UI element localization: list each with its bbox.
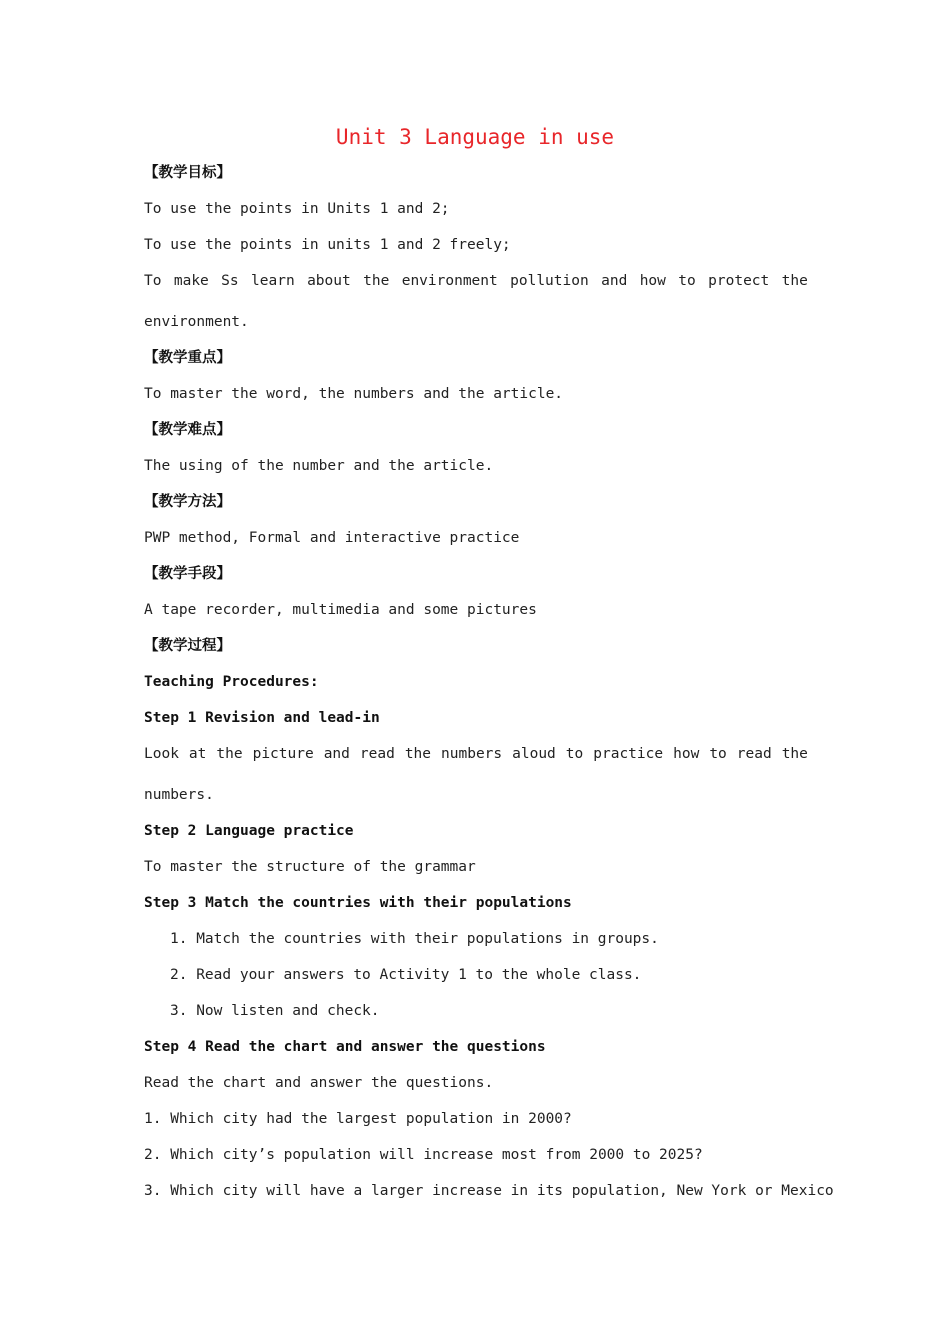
list-item: 2. Read your answers to Activity 1 to the whole class.	[170, 967, 642, 983]
word: To	[144, 273, 162, 289]
objective-3-continued: environment.	[144, 314, 249, 330]
step-1-text-continued: numbers.	[144, 787, 214, 803]
list-item: 1. Match the countries with their populations in groups.	[170, 931, 659, 947]
methods-heading: 【教学方法】	[144, 494, 231, 510]
key-points-text: To master the word, the numbers and the article.	[144, 386, 564, 402]
word: the	[781, 746, 808, 762]
word: environment	[401, 273, 498, 289]
difficulties-heading: 【教学难点】	[144, 422, 231, 438]
question-1: 1. Which city had the largest population in 2000?	[144, 1111, 572, 1127]
word: picture	[252, 746, 314, 762]
question-3: 3. Which city will have a larger increase in its population, New York or Mexico	[144, 1183, 834, 1199]
word: pollution	[510, 273, 589, 289]
word: to	[565, 746, 584, 762]
word: protect	[708, 273, 770, 289]
key-points-heading: 【教学重点】	[144, 350, 231, 366]
difficulties-text: The using of the number and the article.	[144, 458, 494, 474]
process-heading: 【教学过程】	[144, 638, 231, 654]
objective-1: To use the points in Units 1 and 2;	[144, 201, 450, 217]
objective-2: To use the points in units 1 and 2 freely;	[144, 237, 511, 253]
word: and	[323, 746, 350, 762]
document-title: Unit 3 Language in use	[335, 125, 615, 149]
word: aloud	[512, 746, 556, 762]
word: at	[188, 746, 207, 762]
step-4-title: Step 4 Read the chart and answer the questions	[144, 1039, 546, 1055]
word: Look	[144, 746, 179, 762]
step-2-title: Step 2 Language practice	[144, 823, 354, 839]
objective-3	[144, 271, 808, 291]
word: learn	[251, 273, 295, 289]
step-1-text	[144, 744, 808, 764]
word: the	[216, 746, 243, 762]
list-item: 3. Now listen and check.	[170, 1003, 380, 1019]
word: how	[639, 273, 666, 289]
word: practice	[593, 746, 664, 762]
word: numbers	[441, 746, 503, 762]
procedures-label: Teaching Procedures:	[144, 674, 319, 690]
word: read	[359, 746, 395, 762]
word: to	[678, 273, 696, 289]
step-4-intro: Read the chart and answer the questions.	[144, 1075, 494, 1091]
means-heading: 【教学手段】	[144, 566, 231, 582]
word: the	[781, 273, 808, 289]
objectives-heading: 【教学目标】	[144, 165, 231, 181]
step-2-text: To master the structure of the grammar	[144, 859, 476, 875]
word: about	[307, 273, 351, 289]
word: to	[709, 746, 727, 762]
step-1-title: Step 1 Revision and lead-in	[144, 710, 380, 726]
methods-text: PWP method, Formal and interactive practice	[144, 530, 520, 546]
word: read	[736, 746, 772, 762]
step-3-title: Step 3 Match the countries with their populations	[144, 895, 572, 911]
word: how	[673, 746, 700, 762]
question-2: 2. Which city’s population will increase most from 2000 to 2025?	[144, 1147, 703, 1163]
word: make	[173, 273, 209, 289]
means-text: A tape recorder, multimedia and some pictures	[144, 602, 537, 618]
word: Ss	[221, 273, 239, 289]
word: the	[363, 273, 390, 289]
word: the	[404, 746, 432, 762]
word: and	[601, 273, 628, 289]
